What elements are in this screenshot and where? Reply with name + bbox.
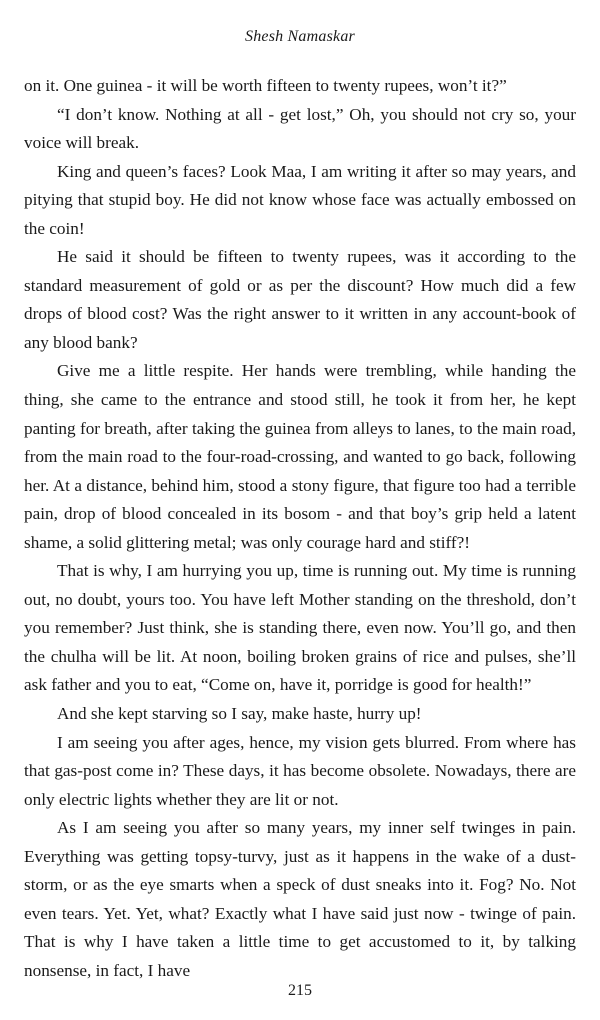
paragraph: That is why, I am hurrying you up, time is running out. My time is running out, no doubt, yours too. You have left Mother standing on the threshold, don’t you remember? Just think, she is standing there, even now. You’ll go, and then the chulha will be lit. At noon, boiling broken grains of rice and pulses, she’ll ask father and you to eat, “Come on, have it, porridge is good for health!” [24, 561, 576, 695]
paragraph: As I am seeing you after so many years, my inner self twinges in pain. Everything was getting topsy-turvy, just as it happens in the wake of a dust-storm, or as the eye smarts when a speck of dust sneaks into it. Fog? No. Not even tears. Yet. Yet, what? Exactly what I have said just now - twinge of pain. That is why I have taken a little time to get accustomed to it, by talking nonsense, in fact, I have [24, 818, 576, 980]
paragraph: I am seeing you after ages, hence, my vision gets blurred. From where has that gas-post come in? These days, it has become obsolete. Nowadays, there are only electric lights whether they are lit or not. [24, 732, 576, 809]
page-number: 215 [288, 982, 312, 999]
paragraph: He said it should be fifteen to twenty rupees, was it according to the standard measurement of gold or as per the discount? How much did a few drops of blood cost? Was the right answer to it written in any account-book of any blood bank? [24, 247, 576, 352]
paragraph: Give me a little respite. Her hands were trembling, while handing the thing, she came to the entrance and stood still, he took it from her, he kept panting for breath, after taking the guinea from alleys to lanes, to the main road, from the main road to the four-road-crossing, and wanted to go back, following her. At a distance, behind him, stood a stony figure, that figure too had a terrible pain, drop of blood concealed in its bosom - and that boy’s grip held a latent shame, a solid glittering metal; was only courage hard and stiff?! [24, 361, 576, 552]
running-title: Shesh Namaskar [245, 28, 355, 45]
paragraph: King and queen’s faces? Look Maa, I am writing it after so may years, and pitying that stupid boy. He did not know whose face was actually embossed on the coin! [24, 161, 576, 238]
paragraph-continued: on it. One guinea - it will be worth fifteen to twenty rupees, won’t it?” [24, 76, 507, 95]
paragraph: And she kept starving so I say, make haste, hurry up! [57, 704, 422, 724]
paragraph: “I don’t know. Nothing at all - get lost,” Oh, you should not cry so, your voice will break. [24, 104, 576, 153]
body-text [24, 72, 576, 986]
